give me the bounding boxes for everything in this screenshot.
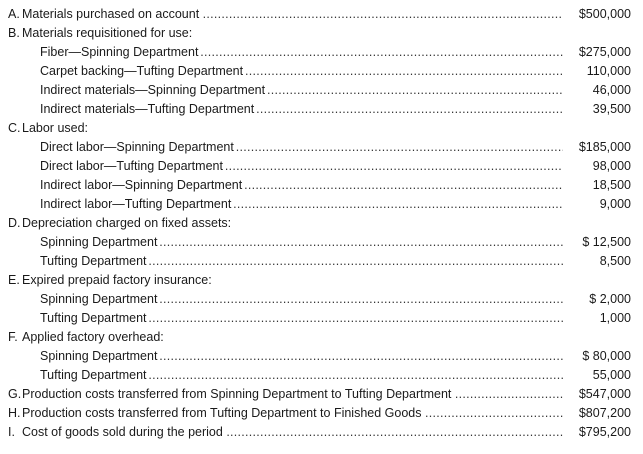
item-amount: 55,000: [592, 368, 631, 382]
entry-i: [0, 423, 643, 442]
section-label: Labor used:: [22, 121, 89, 135]
item-label: Indirect materials—Tufting Department . . .: [40, 100, 563, 119]
item-label: Tufting Department . . .: [40, 252, 563, 271]
entry-h: [0, 404, 643, 423]
entry-g: [0, 385, 643, 404]
section-letter: B.: [8, 26, 20, 40]
list-item: [0, 366, 643, 385]
entry-letter: A.: [8, 7, 20, 21]
list-item: [0, 81, 643, 100]
item-amount: $185,000: [578, 140, 631, 154]
item-amount: $ 2,000: [589, 292, 631, 306]
section-letter: C.: [8, 121, 21, 135]
item-amount: 18,500: [592, 178, 631, 192]
section-b-heading: [0, 24, 643, 43]
list-item: [0, 100, 643, 119]
item-amount: 110,000: [586, 64, 631, 78]
list-item: [0, 157, 643, 176]
section-f-heading: [0, 328, 643, 347]
entry-label: Cost of goods sold during the period: [22, 425, 223, 439]
entry-amount: $795,200: [578, 425, 631, 439]
entry-amount: $807,200: [578, 406, 631, 420]
item-amount: $ 12,500: [582, 235, 631, 249]
item-label: Tufting Department . . .: [40, 309, 563, 328]
section-letter: F.: [8, 330, 18, 344]
item-amount: $275,000: [578, 45, 631, 59]
entry-amount: $500,000: [578, 7, 631, 21]
list-item: [0, 138, 643, 157]
section-d-heading: [0, 214, 643, 233]
section-label: Materials requisitioned for use:: [22, 26, 193, 40]
entry-label: Production costs transferred from Tufting Department to Finished Goods: [22, 406, 422, 420]
section-e-heading: [0, 271, 643, 290]
item-amount: 46,000: [592, 83, 631, 97]
section-c-heading: [0, 119, 643, 138]
entry-label: Materials purchased on account: [22, 7, 200, 21]
item-amount: 1,000: [599, 311, 631, 325]
item-amount: 9,000: [599, 197, 631, 211]
item-label: Fiber—Spinning Department . . .: [40, 43, 563, 62]
item-label: Direct labor—Tufting Department . . .: [40, 157, 563, 176]
entry-letter: I.: [8, 425, 15, 439]
list-item: [0, 233, 643, 252]
section-letter: E.: [8, 273, 20, 287]
item-amount: 39,500: [592, 102, 631, 116]
item-label: Direct labor—Spinning Department . . .: [40, 138, 563, 157]
list-item: [0, 195, 643, 214]
list-item: [0, 347, 643, 366]
list-item: [0, 290, 643, 309]
item-label: Carpet backing—Tufting Department . . .: [40, 62, 563, 81]
section-label: Applied factory overhead:: [22, 330, 164, 344]
item-label: Spinning Department . . .: [40, 290, 563, 309]
entry-amount: $547,000: [578, 387, 631, 401]
item-label: Spinning Department . . .: [40, 233, 563, 252]
list-item: [0, 176, 643, 195]
list-item: [0, 43, 643, 62]
section-label: Expired prepaid factory insurance:: [22, 273, 212, 287]
list-item: [0, 62, 643, 81]
list-item: [0, 252, 643, 271]
item-amount: 98,000: [592, 159, 631, 173]
section-letter: D.: [8, 216, 21, 230]
list-item: [0, 309, 643, 328]
entry-label: Production costs transferred from Spinning Department to Tufting Department: [22, 387, 452, 401]
entry-a: [0, 5, 643, 24]
item-label: Indirect labor—Tufting Department . . .: [40, 195, 563, 214]
entry-letter: H.: [8, 406, 21, 420]
entry-letter: G.: [8, 387, 22, 401]
item-label: Indirect labor—Spinning Department . . .: [40, 176, 563, 195]
section-label: Depreciation charged on fixed assets:: [22, 216, 232, 230]
item-label: Tufting Department . . .: [40, 366, 563, 385]
item-amount: 8,500: [599, 254, 631, 268]
item-label: Indirect materials—Spinning Department . . .: [40, 81, 563, 100]
item-amount: $ 80,000: [582, 349, 631, 363]
item-label: Spinning Department . . .: [40, 347, 563, 366]
